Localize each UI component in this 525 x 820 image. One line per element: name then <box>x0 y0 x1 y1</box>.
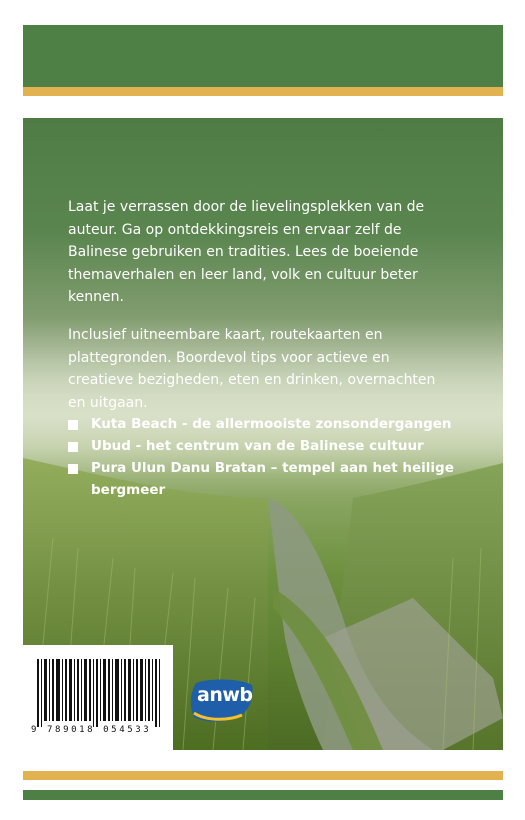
bottom-gold-stripe <box>23 771 503 780</box>
top-gold-stripe <box>23 87 503 96</box>
intro-paragraph: Laat je verrassen door de lievelingsplekken van de auteur. Ga op ontdekkingsreis en ervaar zelf de Balinese gebruiken en tradities. Lees de boeiende themaverhalen en leer land, volk en cultuur beter kennen. <box>68 199 425 305</box>
anwb-logo <box>188 677 256 725</box>
isbn-number: 9 789018 054533 <box>31 725 152 735</box>
highlights-list <box>68 413 468 501</box>
highlight-item: Kuta Beach - de allermooiste zonsondergangen <box>68 413 468 435</box>
square-bullet-icon <box>68 442 78 452</box>
highlight-item: Pura Ulun Danu Bratan – tempel aan het heilige bergmeer <box>68 457 468 501</box>
bottom-green-band <box>23 790 503 800</box>
logo-wordmark: anwb <box>197 684 253 706</box>
square-bullet-icon <box>68 420 78 430</box>
top-green-band <box>23 25 503 87</box>
square-bullet-icon <box>68 464 78 474</box>
isbn-barcode <box>23 645 173 750</box>
extras-paragraph: Inclusief uitneembare kaart, routekaarten en plattegronden. Boordevol tips voor actieve en creatieve bezigheden, eten en drinken, overnachten en uitgaan. <box>68 327 436 411</box>
highlight-item: Ubud - het centrum van de Balinese cultuur <box>68 435 468 457</box>
barcode-bars <box>37 659 163 727</box>
